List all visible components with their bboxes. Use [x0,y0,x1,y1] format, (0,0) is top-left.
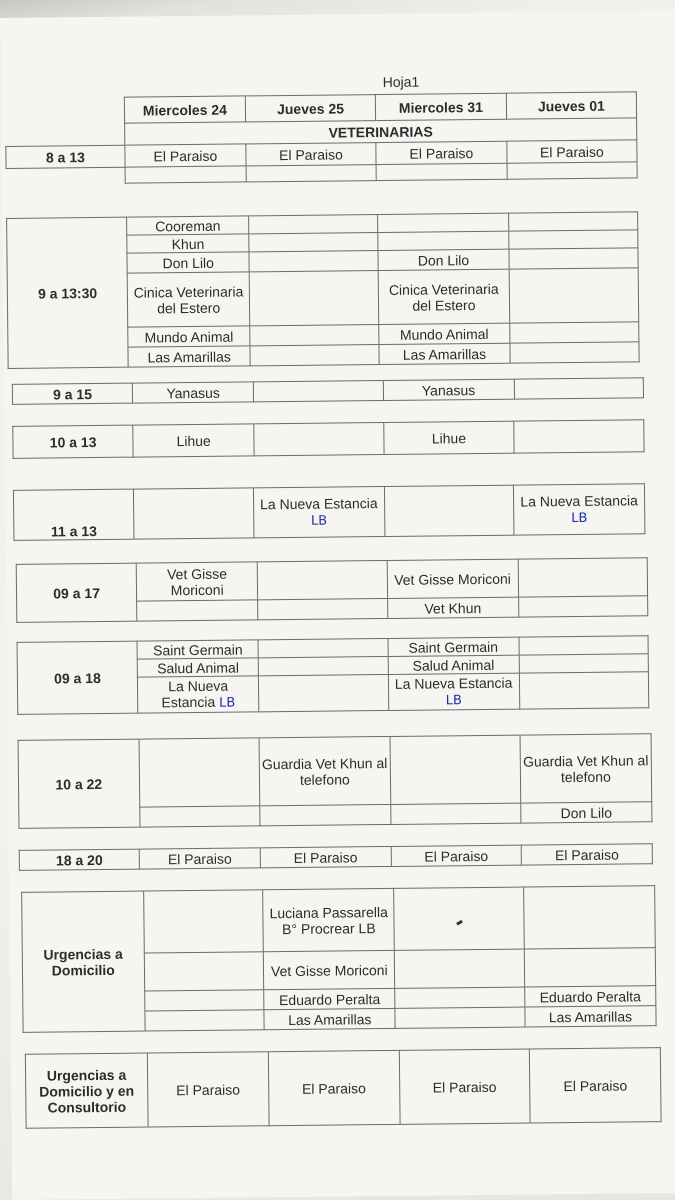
block-9-15 [12,377,644,405]
schedule-cell: Salud Animal [388,655,519,674]
schedule-cell: Mundo Animal [379,323,510,344]
schedule-cell: Las Amarillas [379,343,510,364]
handwritten-mark: LB [571,510,588,526]
schedule-sheet [0,11,675,1200]
handwritten-mark: LB [219,695,236,711]
schedule-cell: El Paraiso [139,848,260,869]
schedule-cell: Yanasus [132,382,253,403]
block-09-18 [17,635,650,715]
block-11-13 [13,483,645,541]
schedule-cell: Don Lilo [378,249,509,270]
schedule-cell: El Paraiso [530,1048,662,1123]
day-header: Miercoles 31 [375,93,506,120]
time-label: 18 a 20 [19,849,139,870]
pen-mark [456,919,463,925]
schedule-cell: La Nueva Estancia [520,491,638,510]
block-9-1330 [6,211,640,369]
schedule-cell: El Paraiso [260,846,391,867]
schedule-cell: Eduardo Peralta [264,988,395,1009]
schedule-cell: El Paraiso [376,141,507,164]
schedule-cell: Cinica Veterinaria del Estero [378,269,510,324]
schedule-cell: Vet Gisse Moriconi [136,562,258,601]
handwritten-mark: LB [310,513,328,529]
sheet-title: Hoja1 [382,73,420,90]
schedule-cell: Las Amarillas [128,346,250,367]
schedule-cell: El Paraiso [268,1050,399,1125]
schedule-cell: Las Amarillas [264,1008,395,1029]
schedule-cell: Vet Khun [387,597,518,618]
schedule-cell: El Paraiso [521,844,652,865]
schedule-cell: El Paraiso [125,144,246,167]
day-header: Jueves 01 [506,92,636,119]
schedule-cell: El Paraiso [399,1049,530,1124]
schedule-cell: Vet Gisse Moriconi [263,950,395,989]
block-urgencias [21,885,656,1033]
block-18-20 [19,843,653,871]
time-label: 8 a 13 [6,145,125,168]
schedule-cell: Lihue [384,421,515,454]
schedule-cell: Saint Germain [388,637,519,656]
schedule-cell: El Paraiso [507,140,637,163]
schedule-cell: La Nueva Estancia [259,494,378,512]
schedule-cell: Saint Germain [137,640,258,659]
block-10-13 [12,419,644,459]
schedule-cell: El Paraiso [147,1052,269,1127]
time-label: Urgencias a Domicilio y en Consultorio [25,1053,148,1128]
schedule-cell: El Paraiso [391,845,522,866]
time-label: 10 a 13 [13,425,134,458]
schedule-cell: Las Amarillas [525,1006,656,1027]
schedule-cell: Guardia Vet Khun al telefono [259,736,391,805]
schedule-cell: Luciana Passarella B° Procrear LB [263,888,395,951]
day-header: Jueves 25 [245,95,375,122]
day-header: Miercoles 24 [124,96,245,123]
block-urgencias-consultorio [25,1047,662,1129]
schedule-cell: Vet Gisse Moriconi [387,559,518,598]
schedule-cell: Cinica Veterinaria del Estero [128,272,250,327]
header-table [5,91,638,185]
time-label: 09 a 17 [16,563,137,622]
block-10-22 [18,733,653,829]
schedule-cell: Khun [127,234,249,253]
time-label: Urgencias a Domicilio [22,891,145,1032]
schedule-cell: Lihue [133,424,254,457]
schedule-cell: Eduardo Peralta [525,986,656,1007]
time-label: 9 a 13:30 [7,217,129,368]
schedule-cell: Yanasus [383,379,514,400]
time-label: 09 a 18 [17,641,138,714]
section-title: VETERINARIAS [124,118,636,145]
schedule-cell: Don Lilo [521,802,652,823]
schedule-cell: La Nueva Estancia [161,677,229,710]
schedule-cell: Guardia Vet Khun al telefono [520,734,652,803]
schedule-cell: El Paraiso [246,143,376,166]
schedule-cell: Cooreman [127,216,249,235]
time-label: 11 a 13 [13,489,134,540]
schedule-cell: Mundo Animal [128,326,250,347]
schedule-cell: La Nueva Estancia [394,674,513,692]
time-label: 10 a 22 [18,739,139,828]
handwritten-mark: LB [445,692,462,708]
schedule-cell: Don Lilo [127,252,249,273]
block-09-17 [16,557,649,623]
schedule-cell: Salud Animal [137,658,258,677]
time-label: 9 a 15 [12,383,132,404]
